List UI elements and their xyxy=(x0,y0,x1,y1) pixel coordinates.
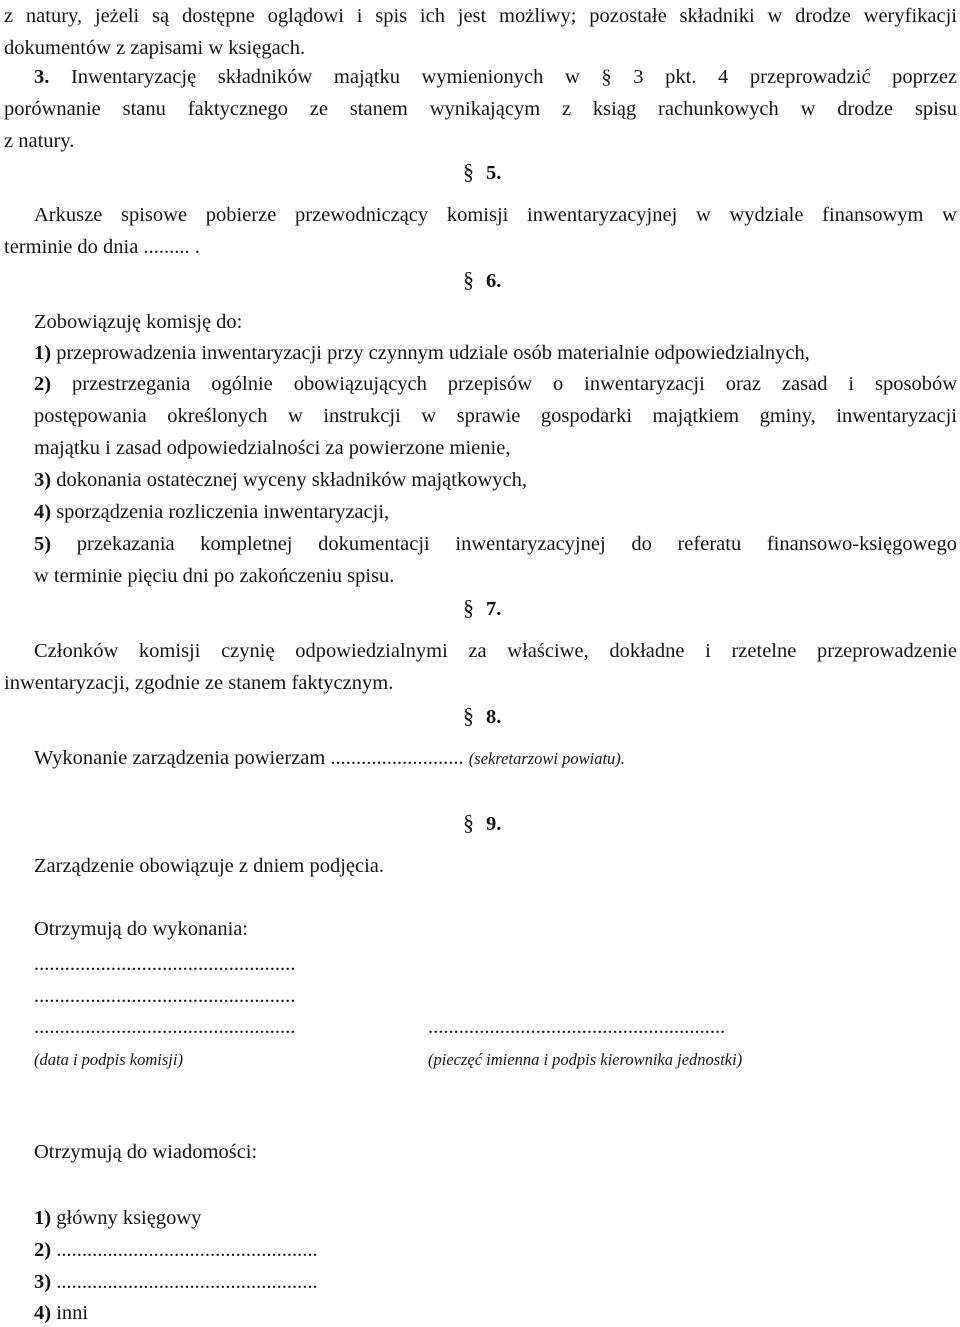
item-number: 4) xyxy=(34,501,52,523)
text-line: porównanie stanu faktycznego ze stanem wynikającym z ksiąg rachunkowych w drodze spisu xyxy=(4,98,957,120)
section-number: 9. xyxy=(486,813,502,835)
section-number: 5. xyxy=(486,162,502,184)
list-item xyxy=(34,372,957,396)
point-text: 3 pkt. 4 przeprowadzić poprzez xyxy=(633,66,958,88)
delegation-note: (sekretarzowi powiatu). xyxy=(468,749,625,768)
distribution-item xyxy=(34,1206,957,1230)
list-item xyxy=(34,341,957,365)
list-item xyxy=(34,532,957,556)
section-heading xyxy=(463,811,501,836)
item-text: sporządzenia rozliczenia inwentaryzacji, xyxy=(56,501,390,523)
section-heading xyxy=(463,596,501,621)
list-item xyxy=(34,468,957,492)
item-number: 1) xyxy=(34,1207,52,1229)
item-text: przekazania kompletnej dokumentacji inwentaryzacyjnej do referatu finansowo-księgowego xyxy=(76,533,958,555)
item-text: ................................................... xyxy=(56,1239,318,1261)
text-line: w terminie pięciu dni po zakończeniu spisu. xyxy=(34,565,395,587)
paragraph-symbol: § xyxy=(463,810,474,835)
item-number: 4) xyxy=(34,1302,52,1324)
text-line: postępowania określonych w instrukcji w sprawie gospodarki majątkiem gminy, inwentaryzacji xyxy=(34,405,957,427)
signature-dots: ................................................... xyxy=(34,985,296,1007)
paragraph-symbol: § xyxy=(601,66,612,88)
point-number: 3. xyxy=(34,66,50,88)
text-line: Zarządzenie obowiązuje z dniem podjęcia. xyxy=(34,855,385,877)
paragraph-symbol: § xyxy=(463,595,474,620)
signature-caption-right: (pieczęć imienna i podpis kierownika jednostki) xyxy=(428,1050,743,1069)
delegation-line xyxy=(34,746,957,771)
point-3-line-1 xyxy=(34,65,957,89)
distribution-item xyxy=(34,1238,957,1262)
distribution-item xyxy=(34,1270,957,1294)
text-line: z natury. xyxy=(4,130,75,152)
item-number: 3) xyxy=(34,469,52,491)
recipients-heading: Otrzymują do wykonania: xyxy=(34,918,249,940)
signature-caption-left: (data i podpis komisji) xyxy=(34,1050,183,1069)
item-number: 2) xyxy=(34,1239,52,1261)
text-line: Zobowiązuję komisję do: xyxy=(34,311,243,333)
section-number: 6. xyxy=(486,270,502,292)
point-text: Inwentaryzację składników majątku wymienionych w xyxy=(70,66,580,88)
item-text: ................................................... xyxy=(56,1271,318,1293)
signature-dots: ................................................... xyxy=(34,953,296,975)
section-number: 8. xyxy=(486,706,502,728)
text-line: Członków komisji czynię odpowiedzialnymi za właściwe, dokładne i rzetelne przeprowadzenie xyxy=(34,640,957,662)
section-heading xyxy=(463,268,501,293)
delegation-text: Wykonanie zarządzenia powierzam .......................... xyxy=(34,747,464,769)
paragraph-symbol: § xyxy=(463,159,474,184)
text-line: dokumentów z zapisami w księgach. xyxy=(4,37,306,59)
distribution-item xyxy=(34,1301,957,1325)
paragraph-symbol: § xyxy=(463,703,474,728)
text-line: z natury, jeżeli są dostępne oglądowi i spis ich jest możliwy; pozostałe składniki w drodze weryfikacji xyxy=(4,5,957,27)
item-number: 5) xyxy=(34,533,52,555)
list-item xyxy=(34,500,957,524)
signature-dots-right: .......................................................... xyxy=(428,1016,726,1038)
item-number: 3) xyxy=(34,1271,52,1293)
section-number: 7. xyxy=(486,598,502,620)
signature-dots: ................................................... xyxy=(34,1016,296,1038)
text-line: terminie do dnia ......... . xyxy=(4,236,200,258)
distribution-heading: Otrzymują do wiadomości: xyxy=(34,1141,258,1163)
item-number: 2) xyxy=(34,373,52,395)
item-text: dokonania ostatecznej wyceny składników majątkowych, xyxy=(56,469,527,491)
section-heading xyxy=(463,160,501,185)
item-text: przeprowadzenia inwentaryzacji przy czynnym udziale osób materialnie odpowiedzialnych, xyxy=(56,342,810,364)
item-text: przestrzegania ogólnie obowiązujących przepisów o inwentaryzacji oraz zasad i sposobów xyxy=(72,373,957,395)
item-text: główny księgowy xyxy=(56,1207,202,1229)
text-line: Arkusze spisowe pobierze przewodniczący komisji inwentaryzacyjnej w wydziale finansowym w xyxy=(34,204,957,226)
section-heading xyxy=(463,704,501,729)
text-line: inwentaryzacji, zgodnie ze stanem faktycznym. xyxy=(4,672,394,694)
item-number: 1) xyxy=(34,342,52,364)
text-line: majątku i zasad odpowiedzialności za powierzone mienie, xyxy=(34,437,511,459)
paragraph-symbol: § xyxy=(463,267,474,292)
item-text: inni xyxy=(56,1302,89,1324)
